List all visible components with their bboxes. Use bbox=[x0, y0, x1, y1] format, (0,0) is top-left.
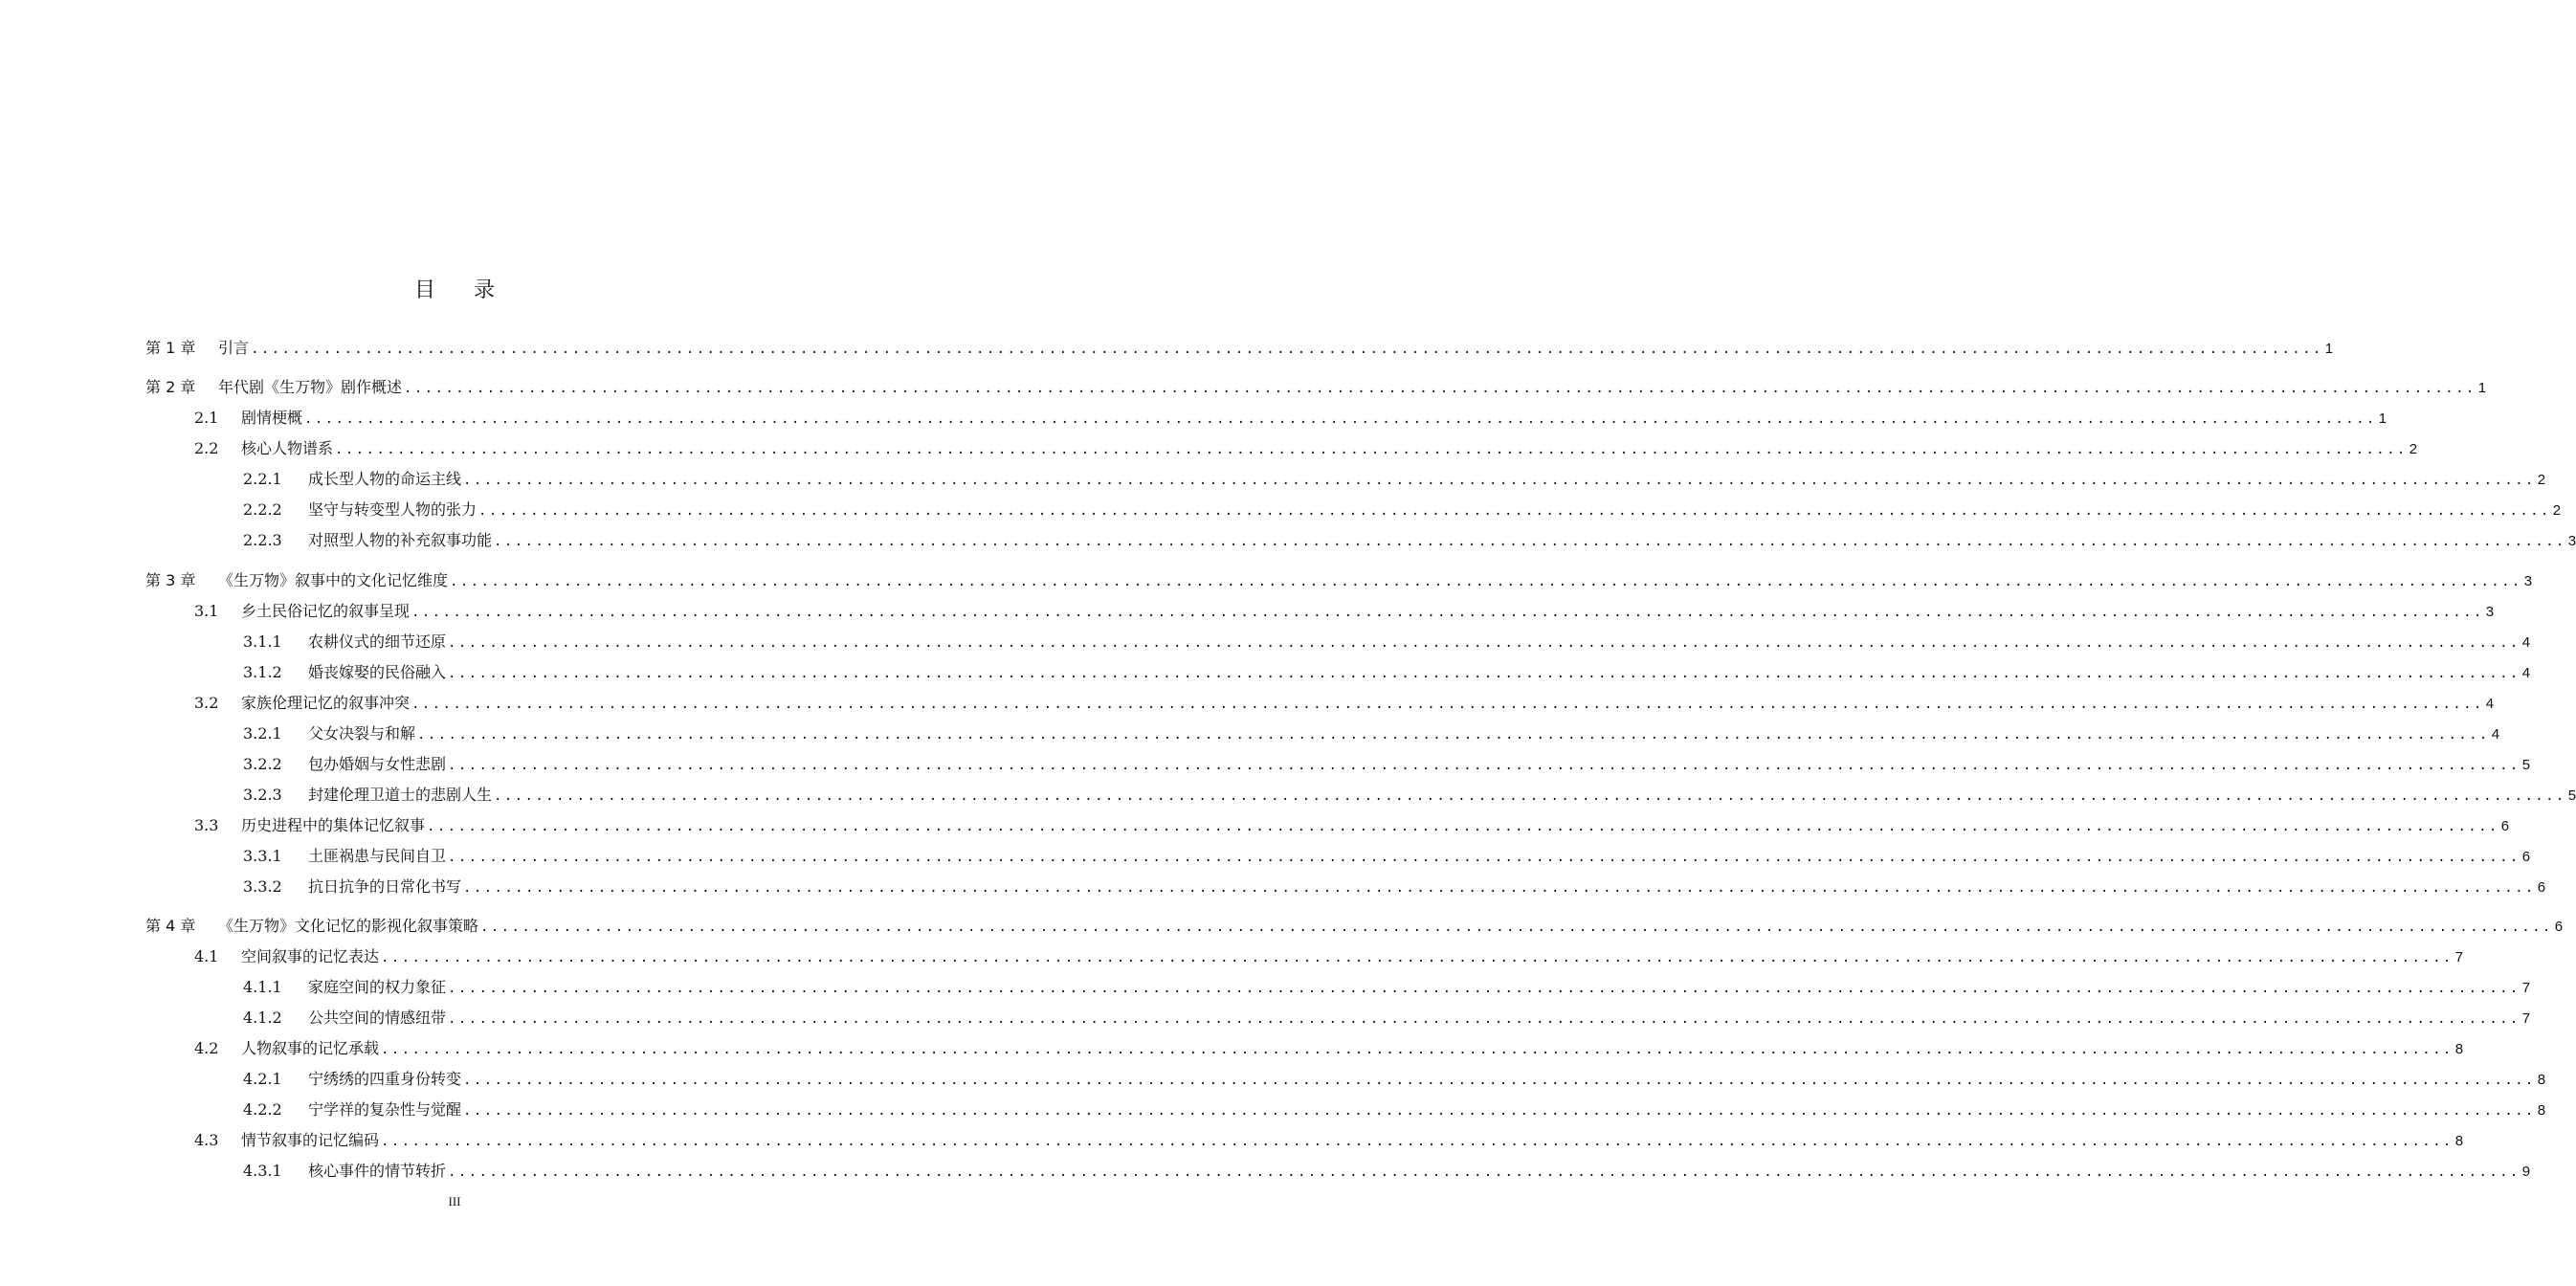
toc-entry-page: 5 bbox=[2521, 757, 2531, 773]
toc-entry-page: 8 bbox=[2537, 1072, 2546, 1088]
toc-entry-title: 人物叙事的记忆承载 bbox=[241, 1039, 380, 1057]
dot-leader: ........................................................................................................................................................................................................ bbox=[478, 503, 2551, 519]
toc-entry-title: 核心人物谱系 bbox=[241, 439, 334, 457]
dot-leader: ........................................................................................................................................................................................................ bbox=[448, 758, 2520, 773]
toc-entry-page: 3 bbox=[2485, 604, 2495, 620]
toc-entry-page: 1 bbox=[2378, 410, 2387, 427]
toc-entry[interactable] bbox=[243, 468, 2546, 491]
toc-entry-page: 6 bbox=[2537, 879, 2546, 896]
toc-entry-title: 剧情梗概 bbox=[241, 409, 303, 427]
toc-entry[interactable] bbox=[243, 529, 2576, 552]
dot-leader: ........................................................................................................................................................................................................ bbox=[463, 880, 2536, 896]
toc-entry-title: 家庭空间的权力象征 bbox=[308, 978, 447, 996]
toc-entry[interactable] bbox=[145, 569, 2533, 592]
page-number: III bbox=[448, 1194, 461, 1208]
toc-entry-title: 对照型人物的补充叙事功能 bbox=[308, 531, 493, 549]
dot-leader: ........................................................................................................................................................................................................ bbox=[335, 442, 2408, 457]
dot-leader: ........................................................................................................................................................................................................ bbox=[448, 1164, 2520, 1180]
toc-entry-page: 9 bbox=[2521, 1164, 2531, 1180]
toc-entry-number: 2.1 bbox=[194, 409, 219, 427]
toc-entry-page: 4 bbox=[2521, 634, 2531, 651]
toc-entry-number: 第 4 章 bbox=[145, 917, 196, 935]
toc-entry-number: 3.3 bbox=[194, 816, 219, 834]
toc-entry-number: 3.1.2 bbox=[243, 663, 282, 681]
toc-entry-title: 情节叙事的记忆编码 bbox=[241, 1131, 380, 1149]
toc-entry-page: 6 bbox=[2521, 849, 2531, 865]
toc-entry-number: 3.2 bbox=[194, 694, 219, 712]
dot-leader: ........................................................................................................................................................................................................ bbox=[427, 819, 2499, 834]
title-char-1: 目 bbox=[413, 278, 435, 302]
toc-entry-page: 4 bbox=[2491, 726, 2500, 743]
toc-entry-title: 核心事件的情节转折 bbox=[308, 1162, 447, 1180]
toc-entry-number: 4.3 bbox=[194, 1131, 219, 1149]
toc-entry-page: 6 bbox=[2500, 818, 2510, 834]
dot-leader: ........................................................................................................................................................................................................ bbox=[304, 411, 2377, 427]
toc-entry[interactable] bbox=[194, 437, 2418, 460]
dot-leader: ........................................................................................................................................................................................................ bbox=[404, 381, 2476, 396]
toc-entry-number: 2.2.2 bbox=[243, 500, 282, 519]
toc-entry-number: 2.2.1 bbox=[243, 470, 282, 488]
toc-entry-number: 第 2 章 bbox=[145, 378, 196, 396]
toc-entry-number: 第 3 章 bbox=[145, 571, 196, 589]
dot-leader: ........................................................................................................................................................................................................ bbox=[448, 666, 2520, 681]
dot-leader: ........................................................................................................................................................................................................ bbox=[448, 1011, 2520, 1027]
toc-entry[interactable] bbox=[145, 915, 2564, 938]
toc-entry-title: 包办婚姻与女性悲剧 bbox=[308, 755, 447, 773]
toc-entry-number: 4.1.1 bbox=[243, 978, 282, 996]
title-char-2: 录 bbox=[474, 278, 496, 302]
toc-entry-title: 成长型人物的命运主线 bbox=[308, 470, 462, 488]
toc-entry-number: 4.1.2 bbox=[243, 1009, 282, 1027]
toc-entry-title: 《生万物》文化记忆的影视化叙事策略 bbox=[218, 917, 479, 935]
toc-entry[interactable] bbox=[243, 631, 2531, 654]
toc-entry-page: 4 bbox=[2521, 665, 2531, 681]
toc-entry-page: 2 bbox=[2552, 502, 2562, 519]
toc-entry-number: 3.3.2 bbox=[243, 877, 282, 896]
toc-entry[interactable] bbox=[194, 814, 2510, 837]
toc-entry[interactable] bbox=[243, 976, 2531, 999]
toc-entry-title: 乡土民俗记忆的叙事呈现 bbox=[241, 602, 411, 620]
dot-leader: ........................................................................................................................................................................................................ bbox=[381, 950, 2454, 965]
toc-entry[interactable] bbox=[243, 661, 2531, 684]
toc-entry-title: 家族伦理记忆的叙事冲突 bbox=[241, 694, 411, 712]
dot-leader: ........................................................................................................................................................................................................ bbox=[381, 1042, 2454, 1057]
toc-entry-page: 3 bbox=[2567, 533, 2576, 549]
toc-entry-number: 3.3.1 bbox=[243, 847, 282, 865]
toc-entry-page: 7 bbox=[2454, 949, 2464, 965]
toc-entry-page: 8 bbox=[2454, 1041, 2464, 1057]
toc-entry-page: 4 bbox=[2485, 696, 2495, 712]
toc-entry[interactable] bbox=[194, 692, 2495, 715]
dot-leader: ........................................................................................................................................................................................................ bbox=[448, 850, 2520, 865]
dot-leader: ........................................................................................................................................................................................................ bbox=[411, 697, 2484, 712]
toc-entry-number: 3.1 bbox=[194, 602, 219, 620]
toc-entry-number: 4.2 bbox=[194, 1039, 219, 1057]
toc-entry-title: 《生万物》叙事中的文化记忆维度 bbox=[218, 571, 449, 589]
dot-leader: ........................................................................................................................................................................................................ bbox=[448, 635, 2520, 651]
toc-entry-title: 引言 bbox=[218, 339, 250, 357]
dot-leader: ........................................................................................................................................................................................................ bbox=[480, 920, 2553, 935]
dot-leader: ........................................................................................................................................................................................................ bbox=[381, 1134, 2454, 1149]
toc-entry-number: 3.1.1 bbox=[243, 632, 282, 651]
toc-entry-title: 空间叙事的记忆表达 bbox=[241, 947, 380, 965]
toc-entry-title: 历史进程中的集体记忆叙事 bbox=[241, 816, 426, 834]
toc-entry[interactable] bbox=[194, 945, 2464, 968]
toc-entry-number: 3.2.2 bbox=[243, 755, 282, 773]
toc-entry-page: 8 bbox=[2454, 1133, 2464, 1149]
toc-entry[interactable] bbox=[243, 876, 2546, 898]
toc-entry[interactable] bbox=[145, 376, 2487, 399]
toc-entry-page: 1 bbox=[2477, 380, 2487, 396]
toc-entry-number: 3.2.3 bbox=[243, 786, 282, 804]
toc-entry[interactable] bbox=[145, 337, 2334, 360]
toc-entry-page: 2 bbox=[2537, 472, 2546, 488]
dot-leader: ........................................................................................................................................................................................................ bbox=[448, 981, 2520, 996]
toc-entry[interactable] bbox=[243, 784, 2576, 807]
toc-entry-title: 宁学祥的复杂性与觉醒 bbox=[308, 1100, 462, 1119]
toc-entry[interactable] bbox=[243, 499, 2562, 521]
toc-entry-number: 3.2.1 bbox=[243, 724, 282, 743]
toc-entry[interactable] bbox=[243, 845, 2531, 868]
toc-entry-number: 第 1 章 bbox=[145, 339, 196, 357]
toc-entry-title: 年代剧《生万物》剧作概述 bbox=[218, 378, 403, 396]
toc-entry-page: 6 bbox=[2554, 919, 2564, 935]
toc-entry[interactable] bbox=[243, 1068, 2546, 1091]
toc-entry-title: 抗日抗争的日常化书写 bbox=[308, 877, 462, 896]
toc-entry[interactable] bbox=[243, 722, 2500, 745]
dot-leader: ........................................................................................................................................................................................................ bbox=[463, 1103, 2536, 1119]
dot-leader: ........................................................................................................................................................................................................ bbox=[494, 534, 2566, 549]
toc-entry-number: 2.2.3 bbox=[243, 531, 282, 549]
toc-entry-page: 2 bbox=[2409, 441, 2418, 457]
toc-entry-number: 4.3.1 bbox=[243, 1162, 282, 1180]
toc-entry-title: 婚丧嫁娶的民俗融入 bbox=[308, 663, 447, 681]
toc-entry-title: 宁绣绣的四重身份转变 bbox=[308, 1070, 462, 1088]
toc-entry[interactable] bbox=[243, 1007, 2531, 1030]
toc-entry-title: 父女决裂与和解 bbox=[308, 724, 416, 743]
toc-entry[interactable] bbox=[243, 753, 2531, 776]
toc-entry-page: 7 bbox=[2521, 980, 2531, 996]
toc-entry-number: 2.2 bbox=[194, 439, 219, 457]
toc-entry-number: 4.2.1 bbox=[243, 1070, 282, 1088]
dot-leader: ........................................................................................................................................................................................................ bbox=[450, 574, 2522, 589]
toc-entry-title: 封建伦理卫道士的悲剧人生 bbox=[308, 786, 493, 804]
toc-entry-page: 1 bbox=[2324, 341, 2334, 357]
toc-entry-page: 8 bbox=[2537, 1102, 2546, 1119]
dot-leader: ........................................................................................................................................................................................................ bbox=[463, 1073, 2536, 1088]
toc-entry[interactable] bbox=[194, 1129, 2464, 1152]
toc-entry[interactable] bbox=[194, 1037, 2464, 1060]
toc-entry-page: 5 bbox=[2567, 787, 2576, 804]
toc-entry-number: 4.1 bbox=[194, 947, 219, 965]
toc-entry-page: 3 bbox=[2523, 573, 2533, 589]
dot-leader: ........................................................................................................................................................................................................ bbox=[251, 342, 2323, 357]
toc-entry-number: 4.2.2 bbox=[243, 1100, 282, 1119]
dot-leader: ........................................................................................................................................................................................................ bbox=[417, 727, 2490, 743]
toc-entry-title: 公共空间的情感纽带 bbox=[308, 1009, 447, 1027]
toc-entry[interactable] bbox=[243, 1098, 2546, 1121]
toc-entry-page: 7 bbox=[2521, 1010, 2531, 1027]
toc-entry[interactable] bbox=[194, 600, 2495, 623]
toc-entry[interactable] bbox=[243, 1160, 2531, 1183]
page-title bbox=[0, 274, 909, 303]
dot-leader: ........................................................................................................................................................................................................ bbox=[411, 605, 2484, 620]
dot-leader: ........................................................................................................................................................................................................ bbox=[463, 473, 2536, 488]
toc-entry-title: 坚守与转变型人物的张力 bbox=[308, 500, 477, 519]
toc-entry-title: 农耕仪式的细节还原 bbox=[308, 632, 447, 651]
toc-entry-title: 土匪祸患与民间自卫 bbox=[308, 847, 447, 865]
toc-entry[interactable] bbox=[194, 407, 2387, 430]
dot-leader: ........................................................................................................................................................................................................ bbox=[494, 788, 2566, 804]
